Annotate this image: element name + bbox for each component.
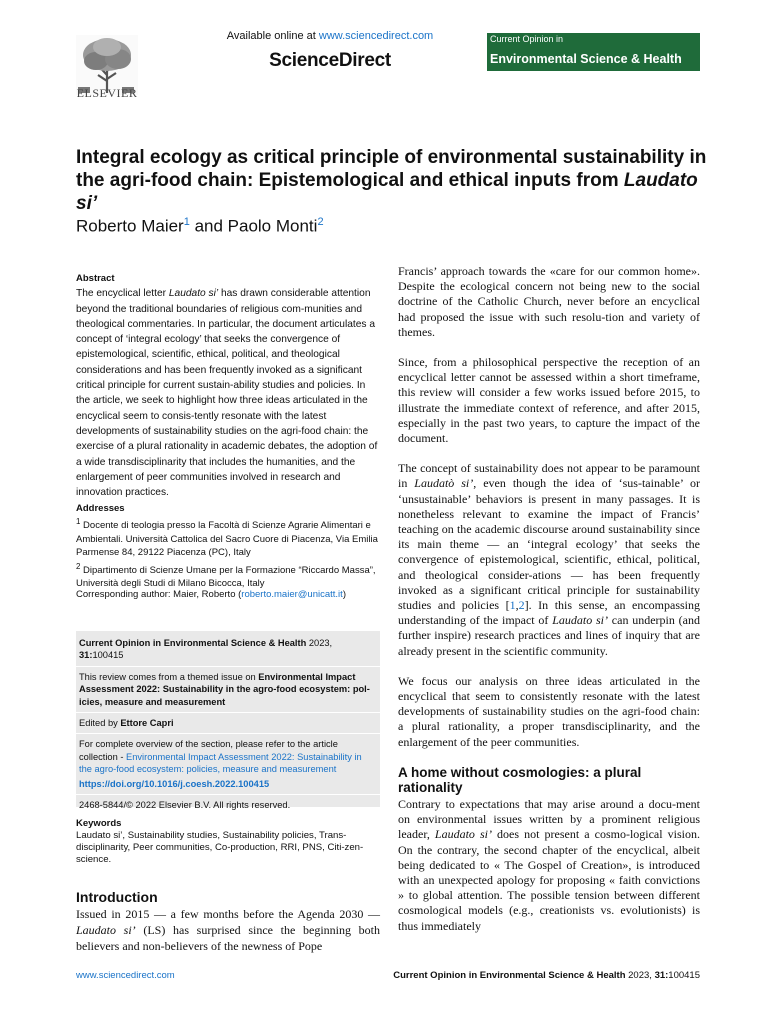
- address-2-sup: 2: [76, 561, 81, 571]
- p3-a: The concept of sustainability does not appear to be paramount in: [398, 461, 700, 491]
- abstract-text-a: The encyclical letter: [76, 288, 169, 300]
- title-main: Integral ecology as critical principle of environmental sustainability in the agri-food chain: Epistemological and ethical inputs from: [76, 147, 707, 191]
- sciencedirect-brand: ScienceDirect: [269, 50, 391, 71]
- paragraph-1: Francis’ approach towards the «care for our common home». Despite the ecological concern not being new to the social doctrine of the Catholic Church, never before an encyclical had proposed the issue with such resolu-tion and variety of themes.: [398, 264, 700, 339]
- availability-line: [150, 30, 510, 42]
- keywords-section: [76, 818, 380, 866]
- citation-article-no: 100415: [92, 650, 124, 661]
- theme-prefix: This review comes from a themed issue on: [79, 671, 259, 682]
- edited-prefix: Edited by: [79, 718, 121, 729]
- p3-italic-2: Laudato si’: [552, 613, 609, 628]
- citation-line: [79, 637, 377, 662]
- p3-c: ]. In this sense, an encompassing understanding of the impact of: [398, 598, 700, 628]
- citation-year: 2023,: [306, 638, 333, 648]
- editor-name: Ettore Capri: [120, 718, 174, 729]
- themed-issue: [79, 671, 377, 708]
- paragraph-5: [398, 797, 700, 934]
- citation-volume: 31:: [79, 650, 93, 661]
- intro-text-a: Issued in 2015 — a few months before the Agenda 2030 —: [76, 907, 380, 921]
- paragraph-2: Since, from a philosophical perspective the reception of an encyclical letter cannot be assessed within a short timeframe, this review will consider a few works issued before 2015, to illustrate the immediate context of reference, and after 2015, especially in the past two years, to capture the impact of the document.: [398, 355, 700, 446]
- address-1-sup: 1: [76, 517, 81, 527]
- corresponding-prefix: Corresponding author: Maier, Roberto (: [76, 589, 242, 600]
- author-list: [76, 216, 324, 237]
- doi-link[interactable]: https://doi.org/10.1016/j.coesh.2022.100415: [79, 778, 270, 789]
- abstract-section: [76, 271, 380, 500]
- keywords-heading: Keywords: [76, 818, 122, 829]
- intro-text-italic: Laudato si’: [76, 923, 136, 937]
- introduction-heading: Introduction: [76, 889, 158, 905]
- p5-b: does not present a cosmo-logical vision. On the contrary, the second chapter of the encyclical, albeit being dedicated to « The Gospel of Creation», is introduced with an unexpected apology for proposing « faith convictions » to global attention. The possible tension between different cosmological models (e.g., creationists vs. evolutionists) is thus immediately: [398, 827, 700, 933]
- collection-link[interactable]: Environmental Impact Assessment 2022: Sustainability in the agro-food ecosystem: policies, measure and measurement: [79, 751, 362, 775]
- copyright-notice: 2468-5844/© 2022 Elsevier B.V. All rights reserved.: [79, 800, 291, 811]
- journal-banner-line2: Environmental Science & Health: [490, 52, 682, 66]
- paragraph-3: [398, 461, 700, 659]
- abstract-text: [76, 286, 380, 500]
- p3-comma: ,: [515, 598, 519, 613]
- right-column: [398, 264, 700, 934]
- abstract-text-b: has drawn considerable attention beyond the traditional boundaries of religious com-munities and theological commentaries. In particular, the document articulates a concept of ‘integral ecology’ that seeks the convergence of epistemological, scientific, ethical, political, and theological considerations and has been frequently invoked as a significant critical principle for current sustain-ability studies and policies. In the article, we seek to highlight how three ideas articulated in the encyclical seem to consis-tently resonate with the latest developments of sustainability studies on the agri-food chain: the exercise of a plural rationality in academic debates, the adoption of a wide transdisciplinarity that includes the humanities, and the enlargement of peer communities involved in research and innovation practices.: [76, 288, 378, 499]
- keywords-text: Laudato si’, Sustainability studies, Sustainability policies, Trans-disciplinarity, Peer communities, Co-production, RRI, PNS, Citi-zen-science.: [76, 830, 364, 865]
- corresponding-author: [76, 587, 380, 602]
- info-divider: [76, 712, 380, 713]
- citation-journal: Current Opinion in Environmental Science & Health: [79, 638, 307, 648]
- address-1-text: Docente di teologia presso la Facoltà di Scienze Agrarie Alimentari e Ambientali. Università Cattolica del Sacro Cuore di Piacenza, Via Emilia Parmense 84, 29122 Piacenza (PC), Italy: [76, 520, 378, 559]
- abstract-text-italic: Laudato si’: [168, 288, 219, 300]
- info-divider: [76, 733, 380, 734]
- p5-a: Contrary to expectations that may arise around a docu-ment on environmental issues written by a prominent religious leader,: [398, 796, 700, 842]
- edited-by: [79, 717, 377, 729]
- section-heading: A home without cosmologies: a plural rationality: [398, 764, 642, 795]
- journal-banner: [487, 33, 700, 71]
- article-title: [76, 146, 716, 215]
- article-info-box: [76, 631, 380, 811]
- collection-overview: [79, 738, 377, 775]
- author-1-affil[interactable]: 1: [183, 216, 190, 228]
- paragraph-4: We focus our analysis on three ideas articulated in the encyclical that seem to consistently resonate with the latest developments of sustainability studies on the agri-food chain: a plural rationality, a proper transdisciplinarity, and the enlargement of the peer communities.: [398, 673, 700, 749]
- overview-prefix: For complete overview of the section, please refer to the article collection -: [79, 739, 338, 762]
- footer-article-no: 100415: [668, 970, 700, 981]
- p3-italic-1: Laudatò si’: [414, 476, 474, 491]
- p3-b: , even though the idea of ‘sus-tainable’ or ‘unsustainable’ behaviors is present in many passages. It is nonetheless relevant to examine the impact of Francis’ teaching on the academic discourse around sustainability since its main theme — an ‘integral ecology’ that seeks the convergence of epistemological, scientific, ethical, political, and theological consider-ations — has been frequently invoked as a significant critical principle for sustainability studies and policies [: [398, 476, 700, 613]
- introduction-text: [76, 906, 380, 954]
- info-divider: [76, 666, 380, 667]
- address-1: [76, 515, 380, 559]
- p3-d: can underpin (and further inspire) research practices and lines of inquiry that are already present in the scientific community.: [398, 613, 700, 658]
- journal-banner-line1: Current Opinion in: [490, 34, 564, 44]
- corresponding-email-link[interactable]: roberto.maier@unicatt.it: [241, 589, 343, 600]
- address-2-text: Dipartimento di Scienze Umane per la Formazione “Riccardo Massa”, Università degli Studi di Milano Bicocca, Italy: [76, 564, 376, 590]
- sciencedirect-link[interactable]: www.sciencedirect.com: [318, 30, 434, 42]
- theme-name: Environmental Impact Assessment 2022: Sustainability in the agro-food ecosystem: pol-icies, measure and measurement: [79, 671, 370, 707]
- author-1[interactable]: Roberto Maier: [76, 216, 184, 236]
- footer-year: 2023,: [625, 970, 655, 981]
- footer-sciencedirect-link[interactable]: www.sciencedirect.com: [76, 970, 175, 981]
- author-2-affil[interactable]: 2: [317, 216, 324, 228]
- footer-journal: Current Opinion in Environmental Science & Health: [393, 970, 626, 981]
- p5-italic: Laudato si’: [434, 827, 492, 842]
- reference-link-1[interactable]: 1: [509, 598, 516, 613]
- author-separator: and: [189, 216, 228, 236]
- author-2[interactable]: Paolo Monti: [227, 216, 318, 236]
- addresses-section: [76, 502, 380, 591]
- footer-volume: 31:: [654, 970, 669, 981]
- addresses-heading: Addresses: [76, 503, 125, 514]
- info-divider: [76, 794, 380, 795]
- intro-text-b: (LS) has surprised since the beginning both believers and non-believers of the newness of Pope: [76, 923, 380, 953]
- corresponding-suffix: ): [342, 589, 346, 600]
- publisher-name: ELSEVIER: [76, 86, 138, 100]
- footer-citation: [393, 970, 700, 981]
- abstract-heading: Abstract: [76, 273, 115, 284]
- availability-prefix: Available online at: [226, 30, 319, 42]
- title-italic: Laudato si’: [76, 170, 698, 214]
- reference-link-2[interactable]: 2: [518, 598, 525, 613]
